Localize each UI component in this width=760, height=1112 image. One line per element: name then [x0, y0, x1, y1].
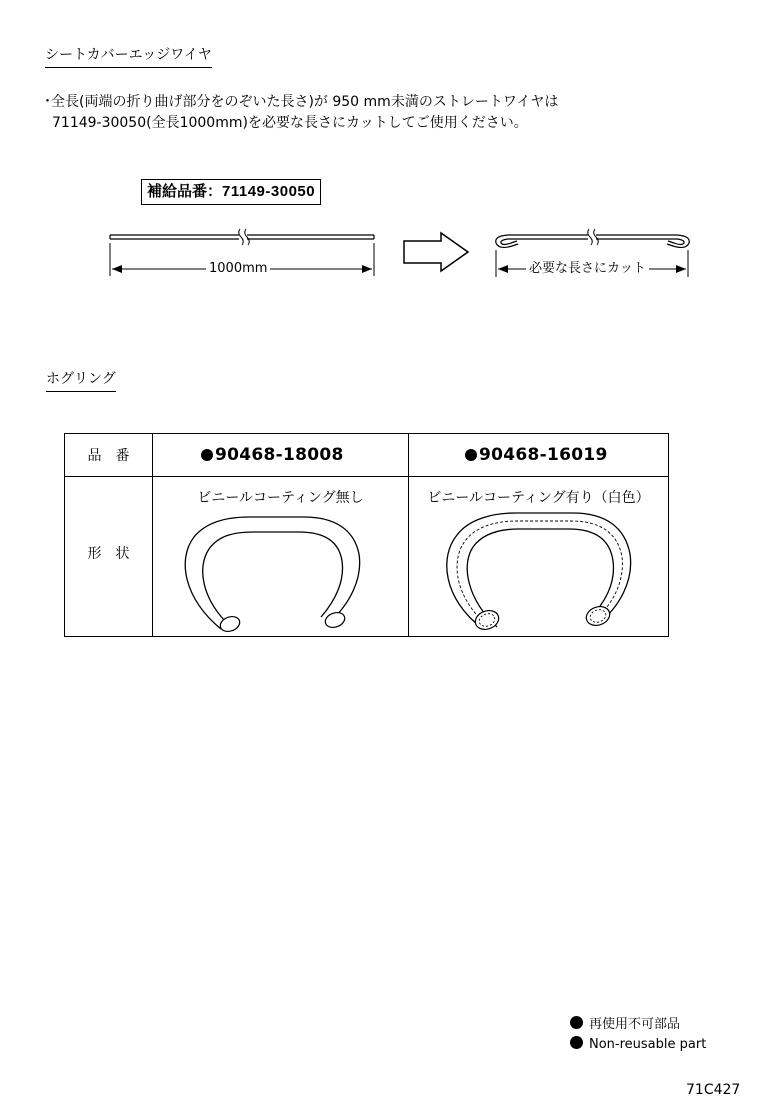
non-reusable-dot-icon: [570, 1036, 583, 1049]
supply-part-number: 71149-30050: [222, 183, 316, 200]
straight-wire: [110, 229, 374, 245]
part-number-cell-1: [153, 434, 409, 477]
row-label-part-number: 品 番: [65, 434, 153, 477]
hog-ring-uncoated-drawing: [153, 507, 409, 637]
figure-code: 71C427: [686, 1082, 741, 1098]
part-number-1: 90468-18008: [215, 445, 344, 465]
cut-label: 必要な長さにカット: [526, 261, 649, 277]
note-line-2: 71149-30050(全長1000mm)を必要な長さにカットしてご使用ください。: [52, 115, 528, 131]
supply-part-label: 補給品番：: [147, 182, 223, 200]
section-heading-hog-ring: ホグリング: [46, 370, 116, 392]
hog-ring-table: [64, 433, 669, 637]
legend-ja: [570, 1015, 680, 1035]
legend-en-text: Non-reusable part: [589, 1037, 707, 1052]
shape-cell-coated: [409, 477, 669, 637]
legend-ja-text: 再使用不可部品: [589, 1017, 681, 1032]
non-reusable-dot-icon: [465, 449, 477, 461]
legend-en: [570, 1035, 706, 1055]
row-label-shape: 形 状: [65, 477, 153, 637]
non-reusable-dot-icon: [201, 449, 213, 461]
note-line-1: ･全長(両端の折り曲げ部分をのぞいた長さ)が 950 mm未満のストレートワイヤは: [44, 94, 559, 110]
hog-ring-coated-drawing: [409, 507, 669, 637]
length-label: 1000mm: [206, 261, 270, 277]
caption-coated: ビニールコーティング有り（白色）: [427, 490, 650, 506]
section-heading-edge-wire: シートカバーエッジワイヤ: [45, 46, 212, 68]
bent-wire: [496, 229, 690, 247]
transform-arrow-icon: [404, 233, 468, 271]
caption-uncoated: ビニールコーティング無し: [197, 490, 364, 506]
part-number-2: 90468-16019: [479, 445, 608, 465]
non-reusable-dot-icon: [570, 1016, 583, 1029]
shape-cell-uncoated: [153, 477, 409, 637]
wire-diagram: [0, 0, 760, 300]
part-number-cell-2: [409, 434, 669, 477]
